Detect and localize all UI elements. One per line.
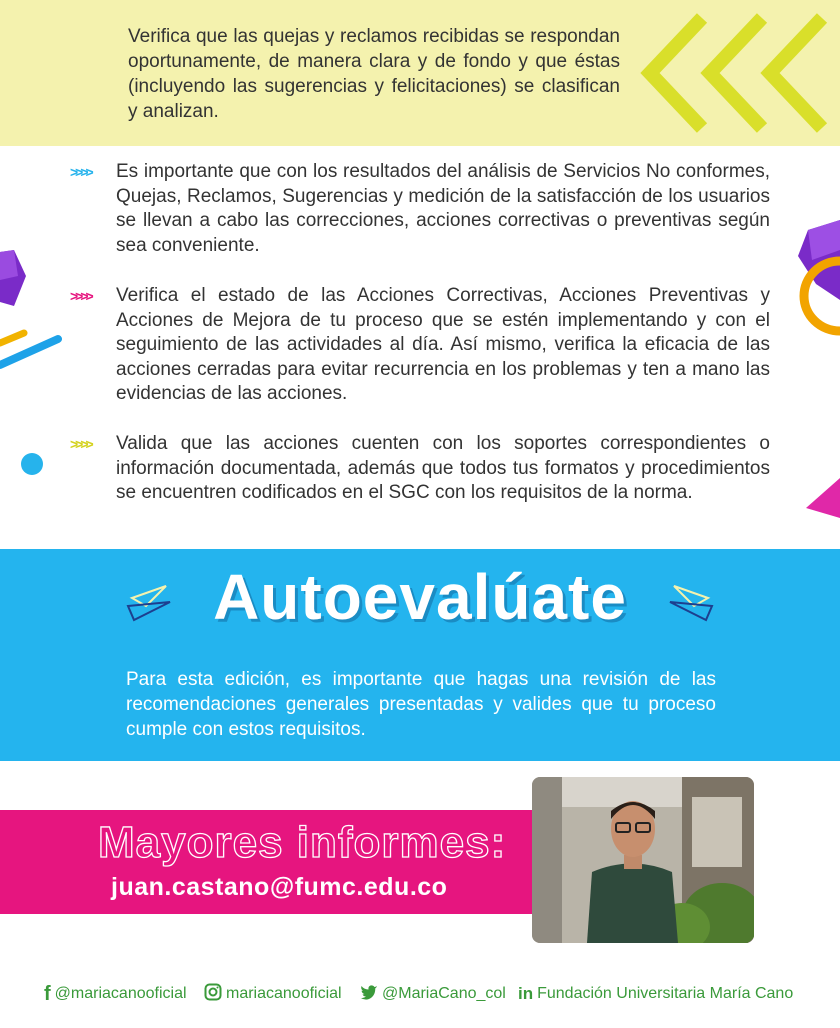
cyan-dot-left <box>20 452 44 476</box>
list-item <box>70 160 770 258</box>
autoevaluate-paragraph: Para esta edición, es importante que hagas una revisión de las recomendaciones generales presentadas y valides que tu proceso cumple con estos requisitos. <box>126 669 716 740</box>
linkedin-icon: in <box>518 984 534 1003</box>
list-item-text: Es importante que con los resultados del análisis de Servicios No conformes, Quejas, Reclamos, Sugerencias y medición de la satisfacción de los usuarios se llevan a cabo las correcciones, acciones correctivas o preventivas según sea conveniente. <box>116 161 770 256</box>
top-paragraph: Verifica que las quejas y reclamos recibidas se respondan oportunamente, de manera clara y de fondo y que éstas (incluyendo las sugerencias y felicitaciones) se clasifican y analizan. <box>128 26 620 122</box>
footer-twitter[interactable] <box>360 980 506 1008</box>
twitter-handle: @MariaCano_col <box>382 985 506 1002</box>
list-item <box>70 432 770 506</box>
social-footer <box>0 980 840 1010</box>
autoevaluate-heading: Autoevalúate <box>213 561 627 633</box>
footer-linkedin[interactable] <box>518 980 793 1008</box>
chevron-bullet-icon: >>>> <box>70 436 91 452</box>
contact-photo <box>532 777 754 943</box>
contact-title: Mayores informes: <box>98 818 507 867</box>
purple-gem-left <box>0 250 26 306</box>
facebook-icon: f <box>44 982 51 1005</box>
pink-triangle-right <box>806 478 840 518</box>
chevron-bullet-icon: >>>> <box>70 288 91 304</box>
twitter-icon <box>360 984 378 1005</box>
chevrons-decoration <box>630 10 840 136</box>
list-item <box>70 284 770 407</box>
footer-facebook[interactable] <box>44 980 187 1008</box>
list-item-text: Valida que las acciones cuenten con los soportes correspondientes o información documentada, además que todos tus formatos y procedimientos se encuentren codificados en el SGC con los requisitos de la norma. <box>116 433 770 503</box>
linkedin-handle: Fundación Universitaria María Cano <box>537 985 794 1002</box>
facebook-handle: @mariacanooficial <box>54 985 187 1002</box>
contact-email[interactable]: juan.castano@fumc.edu.co <box>111 873 448 901</box>
instagram-icon <box>204 983 222 1006</box>
instagram-handle: mariacanooficial <box>226 985 342 1002</box>
tubes-left <box>0 325 62 375</box>
list-item-text: Verifica el estado de las Acciones Correctivas, Acciones Preventivas y Acciones de Mejora de tu proceso que se estén implementando y con el seguimiento de las actividades al día. Así mismo, verifica la eficacia de las acciones cerradas para evitar recurrencia en los problemas y ten a mano las evidencias de las acciones. <box>116 285 770 404</box>
footer-instagram[interactable] <box>204 980 342 1008</box>
chevron-bullet-icon: >>>> <box>70 164 91 180</box>
ring-right <box>796 254 840 338</box>
